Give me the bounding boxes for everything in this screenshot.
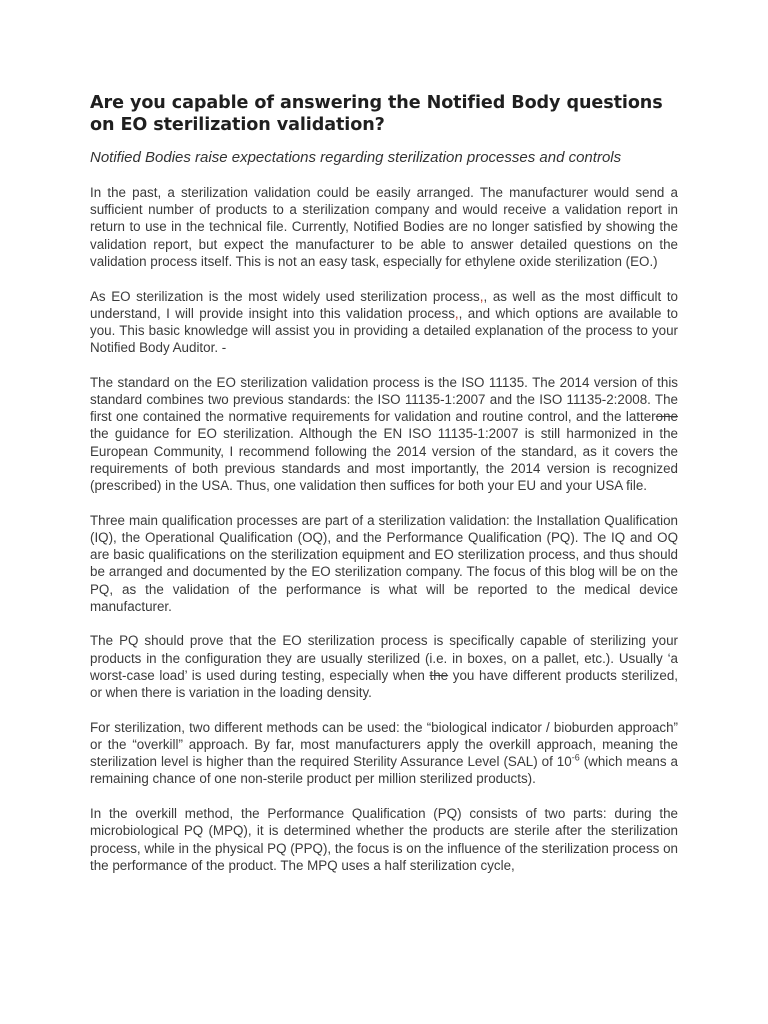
document-page bbox=[90, 92, 678, 891]
paragraph-methods bbox=[90, 719, 678, 788]
text: The standard on the EO sterilization validation process is the ISO 11135. The 2014 version of this standard combines two previous standards: the ISO 11135-1:2007 and the ISO 11135-2:2008. The first one contained the normative requirements for validation and routine control, and the latter bbox=[90, 374, 678, 425]
tracked-comma: , bbox=[479, 288, 484, 304]
document-subtitle: Notified Bodies raise expectations regarding sterilization processes and controls bbox=[90, 149, 622, 166]
paragraph-pq bbox=[90, 632, 678, 701]
tracked-comma: , bbox=[454, 305, 459, 321]
text: For sterilization, two different methods can be used: the “biological indicator / bioburden approach” or the “overkill” approach. By far, most manufacturers apply the overkill approach, meaning the sterilization level is higher than the required Sterility Assurance Level (SAL) of 10 bbox=[90, 719, 678, 770]
text: the guidance for EO sterilization. Although the EN ISO 11135-1:2007 is still harmonized in the European Community, I recommend following the 2014 version of the standard, as it covers the requirements of both previous standards and most importantly, the 2014 version is recognized (prescribed) in the USA. Thus, one validation then suffices for both your EU and your USA file. bbox=[90, 426, 678, 494]
paragraph-iso-standard bbox=[90, 374, 678, 494]
struck-text: one bbox=[655, 409, 678, 425]
superscript-exponent: -6 bbox=[571, 752, 580, 763]
paragraph-overkill: In the overkill method, the Performance Qualification (PQ) consists of two parts: during the microbiological PQ (MPQ), it is determined whether the products are sterile after the sterilization process, while in the physical PQ (PPQ), the focus is on the influence of the sterilization process on the performance of the product. The MPQ uses a half sterilization cycle, bbox=[90, 806, 678, 873]
document-title: Are you capable of answering the Notified Body questions on EO sterilization validation? bbox=[90, 93, 663, 135]
paragraph-eo-overview bbox=[90, 288, 678, 357]
text: As EO sterilization is the most widely used sterilization process bbox=[90, 288, 480, 304]
paragraph-qualifications: Three main qualification processes are part of a sterilization validation: the Installation Qualification (IQ), the Operational Qualification (OQ), and the Performance Qualification (PQ). The IQ and OQ are basic qualifications on the sterilization equipment and EO sterilization process, and thus should be arranged and documented by the EO sterilization company. The focus of this blog will be on the PQ, as the validation of the performance is what will be reported to the medical device manufacturer. bbox=[90, 512, 678, 614]
text: you have different products sterilized, or when there is variation in the loading density. bbox=[90, 667, 678, 701]
text: , as well as the most difficult to understand, I will provide insight into this validation process bbox=[90, 288, 678, 321]
struck-text: the bbox=[429, 667, 449, 683]
text: The PQ should prove that the EO sterilization process is specifically capable of sterilizing your products in the configuration they are usually sterilized (i.e. in boxes, on a pallet, etc.). Usually ‘a worst-case load’ is used during testing, especially when bbox=[90, 633, 678, 683]
paragraph-intro: In the past, a sterilization validation could be easily arranged. The manufacturer would send a sufficient number of products to a sterilization company and would receive a validation report in return to use in the technical file. Currently, Notified Bodies are no longer satisfied by showing the validation report, but expect the manufacturer to be able to answer detailed questions on the validation process itself. This is not an easy task, especially for ethylene oxide sterilization (EO.) bbox=[90, 185, 678, 269]
text: (which means a remaining chance of one non-sterile product per million sterilized products). bbox=[90, 754, 678, 787]
text: , and which options are available to you. This basic knowledge will assist you in providing a detailed explanation of the process to your Notified Body Auditor. - bbox=[90, 305, 678, 356]
